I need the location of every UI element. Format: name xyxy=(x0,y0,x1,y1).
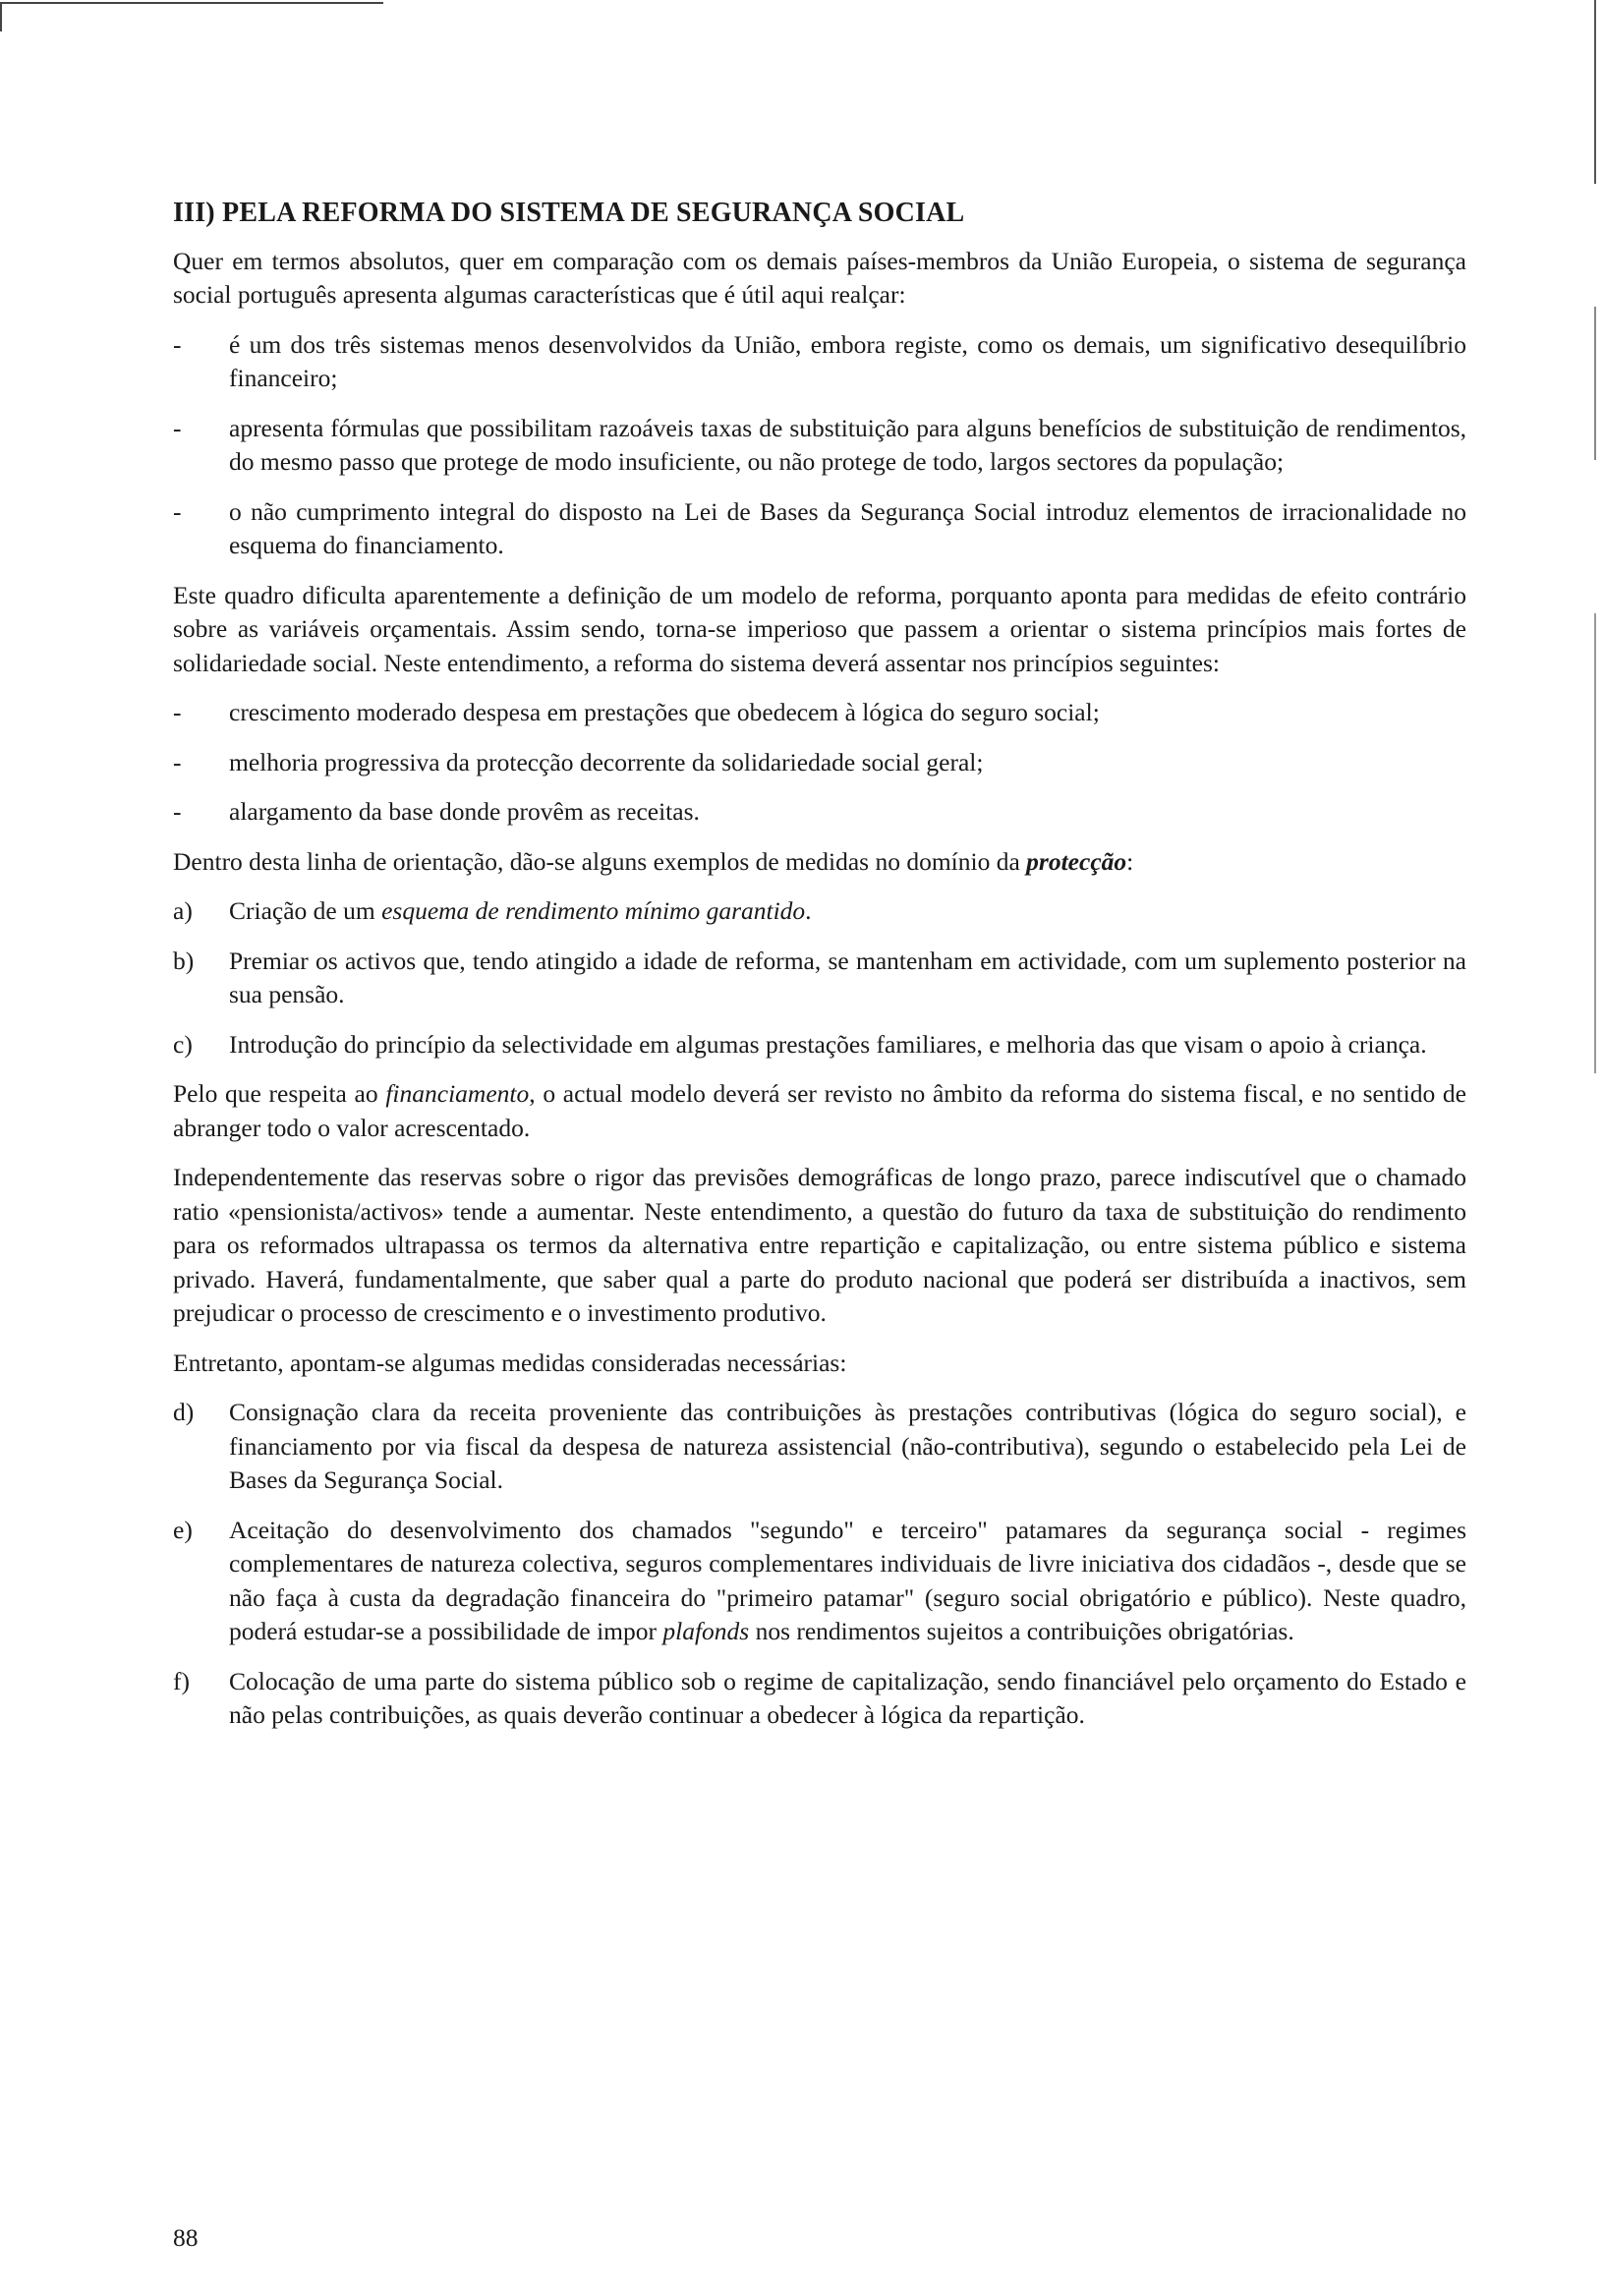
paragraph: Independentemente das reservas sobre o rigor das previsões demográficas de longo prazo, parece indiscutível que o chamado ratio «pensionista/activos» tende a aumentar. Neste entendimento, a questão do futuro da taxa de substituição do rendimento para os reformados ultrapassa os termos da alternativa entre repartição e capitalização, ou entre sistema público e sistema privado. Haverá, fundamentalmente, que saber qual a parte do produto nacional que poderá ser distribuída a inactivos, sem prejudicar o processo de crescimento e o investimento produtivo. xyxy=(173,1163,1466,1327)
document-body xyxy=(173,197,1466,1749)
bullet-dash: - xyxy=(173,747,182,776)
list-marker: b) xyxy=(173,946,195,975)
paragraph: Este quadro dificulta aparentemente a definição de um modelo de reforma, porquanto aponta para medidas de efeito contrário sobre as variáveis orçamentais. Assim sendo, torna-se imperioso que passem a orientar o sistema princípios mais fortes de solidariedade social. Neste entendimento, a reforma do sistema deverá assentar nos princípios seguintes: xyxy=(173,580,1466,677)
scan-edge-right xyxy=(1594,0,1596,1533)
paragraph: Entretanto, apontam-se algumas medidas consideradas necessárias: xyxy=(173,1348,847,1377)
list-item-f xyxy=(173,1665,1466,1733)
scan-edge-top xyxy=(0,2,383,4)
list-marker: e) xyxy=(173,1515,193,1544)
list-item xyxy=(173,495,1466,563)
list-item-text: alargamento da base donde provêm as receitas. xyxy=(229,797,700,826)
list-item-a xyxy=(173,894,1466,929)
list-marker: d) xyxy=(173,1398,195,1426)
text: Colocação de uma parte do sistema público sob o regime de capitalização, sendo financiável pelo orçamento do Estado e não pelas contribuições, as quais deverão continuar a obedecer à lógica da repartição. xyxy=(229,1666,1466,1729)
bullet-dash: - xyxy=(173,496,182,526)
text: Criação de um xyxy=(229,896,382,925)
text: , o actual modelo deverá ser revisto no âmbito da reforma do sistema fiscal, e no sentido de abranger todo o valor acrescentado. xyxy=(173,1079,1466,1142)
list-item xyxy=(173,328,1466,396)
text: Aceitação do desenvolvimento dos chamados "segundo" e terceiro" patamares da segurança social - regimes complementares de natureza colectiva, seguros complementares individuais de livre iniciativa dos cidadãos -, desde que se não faça à custa da degradação financeira do "primeiro patamar" (seguro social obrigatório e público). Neste quadro, poderá estudar-se a possibilidade de impor xyxy=(229,1515,1466,1645)
list-item-c xyxy=(173,1028,1466,1062)
list-item-text: o não cumprimento integral do disposto na Lei de Bases da Segurança Social introduz elementos de irracionalidade no esquema do financiamento. xyxy=(229,496,1466,559)
text: : xyxy=(1126,846,1134,876)
intro-paragraph: Quer em termos absolutos, quer em comparação com os demais países-membros da União Europeia, o sistema de segurança social português apresenta algumas características que é útil aqui realçar: xyxy=(173,246,1466,309)
text: Pelo que respeita ao xyxy=(173,1079,386,1108)
scan-edge-corner xyxy=(0,2,2,31)
list-marker: a) xyxy=(173,896,193,925)
text: nos rendimentos sujeitos a contribuições obrigatórias. xyxy=(749,1617,1294,1645)
paragraph xyxy=(173,1077,1466,1145)
emphasis: protecção xyxy=(1026,846,1127,876)
text: . xyxy=(805,896,812,925)
list-item xyxy=(173,696,1466,730)
bullet-dash: - xyxy=(173,797,182,826)
emphasis: financiamento xyxy=(385,1079,530,1108)
bullet-dash: - xyxy=(173,329,182,359)
list-marker: f) xyxy=(173,1666,190,1695)
text: Introdução do princípio da selectividade em algumas prestações familiares, e melhoria das que visam o apoio à criança. xyxy=(229,1029,1427,1059)
list-item-text: crescimento moderado despesa em prestações que obedecem à lógica do seguro social; xyxy=(229,698,1100,726)
list-item-b xyxy=(173,945,1466,1012)
list-item-e xyxy=(173,1514,1466,1649)
list-item xyxy=(173,746,1466,780)
list-item-d xyxy=(173,1396,1466,1498)
list-item xyxy=(173,795,1466,830)
text: Dentro desta linha de orientação, dão-se alguns exemplos de medidas no domínio da xyxy=(173,846,1027,876)
text: Consignação clara da receita proveniente das contribuições às prestações contributivas (lógica do seguro social), e financiamento por via fiscal da despesa de natureza assistencial (não-contributiva), segundo o estabelecido pela Lei de Bases da Segurança Social. xyxy=(229,1398,1466,1494)
emphasis: plafonds xyxy=(662,1617,750,1645)
list-item-text: é um dos três sistemas menos desenvolvidos da União, embora registe, como os demais, um significativo desequilíbrio financeiro; xyxy=(229,329,1466,392)
list-item xyxy=(173,412,1466,480)
page-number: 88 xyxy=(173,2223,199,2252)
list-marker: c) xyxy=(173,1029,193,1059)
list-item-text: apresenta fórmulas que possibilitam razoáveis taxas de substituição para alguns benefícios de substituição de rendimentos, do mesmo passo que protege de modo insuficiente, ou não protege de todo, largos sectores da população; xyxy=(229,413,1466,476)
emphasis: esquema de rendimento mínimo garantido xyxy=(381,896,806,925)
section-heading: III) PELA REFORMA DO SISTEMA DE SEGURANÇA SOCIAL xyxy=(173,198,965,228)
list-item-text: melhoria progressiva da protecção decorrente da solidariedade social geral; xyxy=(229,747,984,776)
text: Premiar os activos que, tendo atingido a idade de reforma, se mantenham em actividade, com um suplemento posterior na sua pensão. xyxy=(229,946,1466,1008)
bullet-dash: - xyxy=(173,698,182,726)
paragraph xyxy=(173,845,1466,880)
bullet-dash: - xyxy=(173,413,182,442)
